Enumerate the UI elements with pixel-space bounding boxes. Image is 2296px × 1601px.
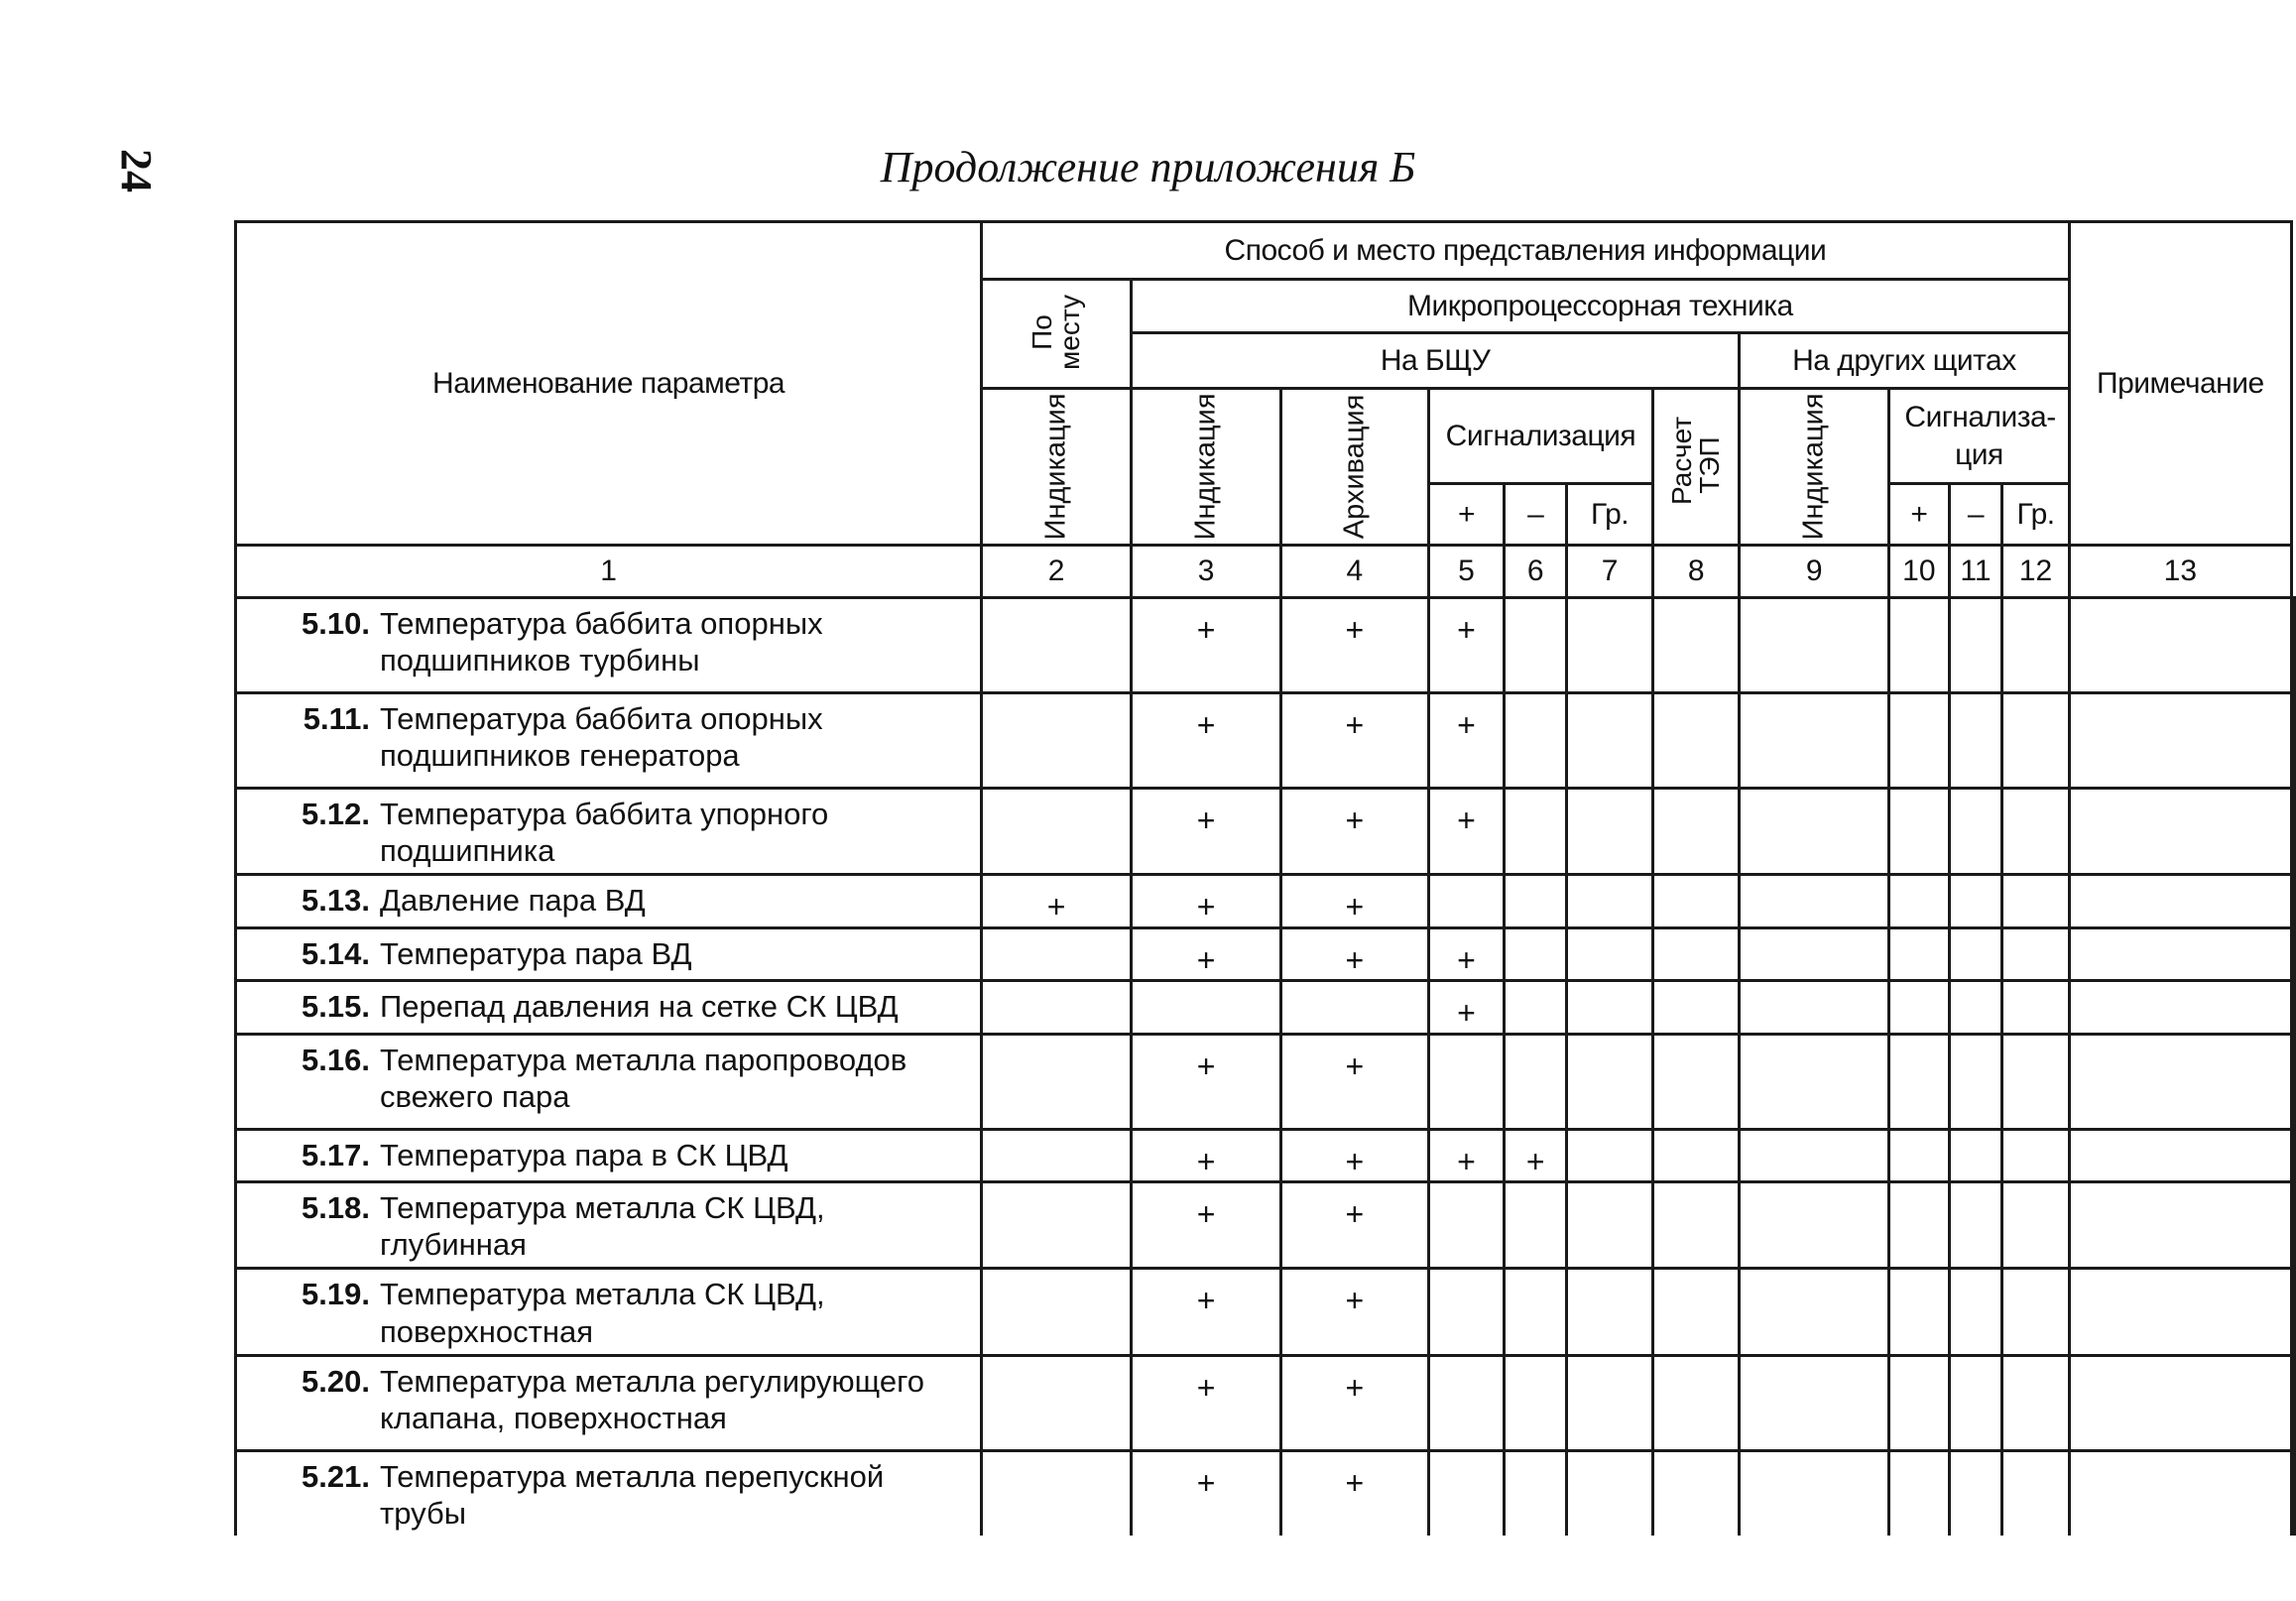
- parameter-name: Температура баббита опорных подшипников генератора: [380, 701, 823, 774]
- mark-cell: [1566, 1269, 1652, 1355]
- mark-cell: [1949, 1129, 2002, 1181]
- header-other-plus: +: [1889, 484, 1949, 546]
- column-number: 9: [1740, 546, 1889, 598]
- mark-cell: [1949, 1355, 2002, 1450]
- mark-cell: +: [1428, 1129, 1505, 1181]
- parameter-name-cell: [236, 1355, 982, 1450]
- mark-cell: [1505, 1181, 1567, 1268]
- header-other-group: Гр.: [2002, 484, 2069, 546]
- parameter-name-cell: [236, 693, 982, 789]
- table-row: [236, 1034, 2295, 1129]
- header-param-name: Наименование параметра: [236, 222, 982, 546]
- header-bshu-signaling: Сигнализация: [1428, 389, 1653, 484]
- mark-cell: [1566, 1181, 1652, 1268]
- mark-cell: [1505, 875, 1567, 927]
- mark-cell: [982, 1129, 1132, 1181]
- mark-cell: [1653, 927, 1740, 980]
- mark-cell: [2069, 981, 2291, 1034]
- table-row: [236, 1129, 2295, 1181]
- mark-cell: [1428, 1034, 1505, 1129]
- mark-cell: [2069, 1269, 2291, 1355]
- parameter-name: Температура баббита опорных подшипников турбины: [380, 606, 823, 678]
- mark-cell: [1949, 875, 2002, 927]
- mark-cell: [1566, 927, 1652, 980]
- note-cell: [2292, 693, 2295, 789]
- mark-cell: +: [1428, 693, 1505, 789]
- mark-cell: [1949, 1181, 2002, 1268]
- mark-cell: [1132, 981, 1281, 1034]
- parameter-number: 5.11.: [302, 701, 370, 736]
- mark-cell: [982, 1034, 1132, 1129]
- mark-cell: +: [1132, 789, 1281, 875]
- mark-cell: [1505, 1269, 1567, 1355]
- mark-cell: [1566, 789, 1652, 875]
- mark-cell: [1566, 598, 1652, 693]
- parameter-number: 5.15.: [302, 989, 370, 1025]
- mark-cell: [1653, 1269, 1740, 1355]
- parameter-name-cell: [236, 1181, 982, 1268]
- mark-cell: +: [1428, 598, 1505, 693]
- parameter-name: Температура пара ВД: [380, 935, 692, 971]
- note-cell: [2292, 981, 2295, 1034]
- mark-cell: [1889, 1269, 1949, 1355]
- table-row: [236, 981, 2295, 1034]
- mark-cell: [2069, 1450, 2291, 1536]
- column-number: 13: [2069, 546, 2291, 598]
- header-other-indication: [1740, 389, 1889, 546]
- page-title: Продолжение приложения Б: [880, 143, 1416, 191]
- mark-cell: +: [1132, 1450, 1281, 1536]
- mark-cell: [2002, 598, 2069, 693]
- mark-cell: +: [1132, 1269, 1281, 1355]
- mark-cell: [1566, 1129, 1652, 1181]
- mark-cell: +: [1132, 875, 1281, 927]
- mark-cell: [1949, 1269, 2002, 1355]
- header-local-text: По месту: [1027, 294, 1086, 370]
- mark-cell: [2002, 927, 2069, 980]
- mark-cell: [1949, 1450, 2002, 1536]
- mark-cell: [1653, 1450, 1740, 1536]
- mark-cell: [1949, 598, 2002, 693]
- mark-cell: [1653, 875, 1740, 927]
- header-local: [982, 280, 1132, 389]
- table-row: [236, 598, 2295, 693]
- parameter-number: 5.21.: [302, 1458, 370, 1494]
- header-micro: Микропроцессорная техника: [1132, 280, 2070, 333]
- mark-cell: [982, 693, 1132, 789]
- header-local-indication-text: Индикация: [1039, 393, 1072, 541]
- mark-cell: [1889, 1034, 1949, 1129]
- mark-cell: [1740, 598, 1889, 693]
- column-number: 5: [1428, 546, 1505, 598]
- mark-cell: [1740, 1034, 1889, 1129]
- mark-cell: [2069, 598, 2291, 693]
- mark-cell: [1566, 875, 1652, 927]
- mark-cell: [982, 1181, 1132, 1268]
- mark-cell: +: [1132, 1034, 1281, 1129]
- table-row: [236, 693, 2295, 789]
- mark-cell: [1949, 927, 2002, 980]
- column-number: 3: [1132, 546, 1281, 598]
- mark-cell: [1740, 875, 1889, 927]
- column-number: 8: [1653, 546, 1740, 598]
- parameter-name-cell: [236, 875, 982, 927]
- mark-cell: [1653, 789, 1740, 875]
- mark-cell: +: [1132, 927, 1281, 980]
- note-cell: [2292, 1269, 2295, 1355]
- parameter-name: Температура металла паропроводов свежего пара: [380, 1042, 907, 1114]
- mark-cell: [1428, 1450, 1505, 1536]
- mark-cell: +: [1281, 927, 1429, 980]
- mark-cell: +: [1428, 981, 1505, 1034]
- header-tep-calc: [1653, 389, 1740, 546]
- parameter-name: Температура пара в СК ЦВД: [380, 1137, 788, 1172]
- mark-cell: [1653, 598, 1740, 693]
- mark-cell: [1949, 789, 2002, 875]
- header-bshu: На БЩУ: [1132, 333, 1740, 389]
- mark-cell: [1505, 1450, 1567, 1536]
- mark-cell: [1889, 875, 1949, 927]
- header-tep-calc-text: Расчет ТЭП: [1666, 416, 1726, 505]
- parameter-number: 5.10.: [302, 606, 370, 641]
- mark-cell: [1949, 693, 2002, 789]
- column-number: 6: [1505, 546, 1567, 598]
- table-body: [236, 598, 2295, 1537]
- mark-cell: [2002, 981, 2069, 1034]
- mark-cell: [982, 598, 1132, 693]
- mark-cell: [982, 981, 1132, 1034]
- mark-cell: [1740, 981, 1889, 1034]
- parameter-name-cell: [236, 789, 982, 875]
- table-row: [236, 1269, 2295, 1355]
- mark-cell: [2069, 1181, 2291, 1268]
- column-number: 1: [236, 546, 982, 598]
- mark-cell: [1740, 1129, 1889, 1181]
- mark-cell: +: [1132, 1355, 1281, 1450]
- table-row: [236, 1450, 2295, 1536]
- mark-cell: [1889, 927, 1949, 980]
- mark-cell: +: [1281, 1450, 1429, 1536]
- mark-cell: [2069, 1355, 2291, 1450]
- mark-cell: [1653, 693, 1740, 789]
- note-cell: [2292, 875, 2295, 927]
- parameter-name-cell: [236, 927, 982, 980]
- parameter-name: Температура металла СК ЦВД, глубинная: [380, 1189, 825, 1263]
- mark-cell: +: [1281, 875, 1429, 927]
- mark-cell: [1889, 1450, 1949, 1536]
- mark-cell: [982, 1269, 1132, 1355]
- note-cell: [2292, 598, 2295, 693]
- note-cell: [2292, 1181, 2295, 1268]
- mark-cell: [1740, 927, 1889, 980]
- mark-cell: [2002, 1269, 2069, 1355]
- mark-cell: +: [982, 875, 1132, 927]
- parameter-number: 5.20.: [302, 1363, 370, 1399]
- mark-cell: +: [1281, 1355, 1429, 1450]
- mark-cell: [982, 927, 1132, 980]
- parameter-name-cell: [236, 1269, 982, 1355]
- parameter-number: 5.13.: [302, 883, 370, 919]
- mark-cell: [1505, 693, 1567, 789]
- mark-cell: +: [1281, 1181, 1429, 1268]
- table-row: [236, 927, 2295, 980]
- parameter-name: Температура металла регулирующего клапана, поверхностная: [380, 1363, 924, 1435]
- parameters-table: [234, 220, 2296, 1536]
- mark-cell: +: [1281, 1034, 1429, 1129]
- mark-cell: +: [1281, 598, 1429, 693]
- header-bshu-archiving-text: Архивация: [1338, 394, 1371, 540]
- mark-cell: +: [1132, 1129, 1281, 1181]
- mark-cell: [2069, 875, 2291, 927]
- parameter-name: Давление пара ВД: [380, 883, 646, 919]
- mark-cell: [2002, 1181, 2069, 1268]
- mark-cell: [1653, 981, 1740, 1034]
- note-cell: [2292, 789, 2295, 875]
- parameter-name: Перепад давления на сетке СК ЦВД: [380, 989, 899, 1025]
- column-number: 2: [982, 546, 1132, 598]
- header-row-1: [236, 222, 2295, 280]
- mark-cell: [2002, 1129, 2069, 1181]
- mark-cell: +: [1132, 1181, 1281, 1268]
- note-cell: [2292, 1034, 2295, 1129]
- mark-cell: [1281, 981, 1429, 1034]
- mark-cell: [1949, 1034, 2002, 1129]
- parameter-number: 5.16.: [302, 1042, 370, 1077]
- mark-cell: [2002, 875, 2069, 927]
- header-bshu-archiving: [1281, 389, 1429, 546]
- header-other-minus: –: [1949, 484, 2002, 546]
- mark-cell: [1505, 981, 1567, 1034]
- parameter-name-cell: [236, 598, 982, 693]
- mark-cell: +: [1132, 598, 1281, 693]
- mark-cell: [1428, 1181, 1505, 1268]
- header-bshu-indication: [1132, 389, 1281, 546]
- column-numbers-row: [236, 546, 2295, 598]
- header-bshu-indication-text: Индикация: [1189, 393, 1222, 541]
- mark-cell: [1949, 981, 2002, 1034]
- note-cell: [2292, 1355, 2295, 1450]
- parameter-name: Температура металла СК ЦВД, поверхностная: [380, 1277, 825, 1349]
- column-number: 10: [1889, 546, 1949, 598]
- mark-cell: +: [1281, 1269, 1429, 1355]
- table-row: [236, 875, 2295, 927]
- header-local-indication: [982, 389, 1132, 546]
- mark-cell: [2069, 1129, 2291, 1181]
- mark-cell: +: [1281, 1129, 1429, 1181]
- mark-cell: [1505, 789, 1567, 875]
- parameter-name-cell: [236, 981, 982, 1034]
- table-row: [236, 1181, 2295, 1268]
- header-bshu-group: Гр.: [1566, 484, 1652, 546]
- mark-cell: [1505, 1355, 1567, 1450]
- mark-cell: [1653, 1355, 1740, 1450]
- mark-cell: [1889, 1181, 1949, 1268]
- header-other-signaling-text: Сигнализа-ция: [1904, 401, 2056, 471]
- mark-cell: [1566, 1034, 1652, 1129]
- table-row: [236, 789, 2295, 875]
- mark-cell: [1889, 1129, 1949, 1181]
- mark-cell: [1740, 789, 1889, 875]
- parameter-number: 5.14.: [302, 935, 370, 971]
- parameter-number: 5.12.: [302, 797, 370, 831]
- mark-cell: [1740, 693, 1889, 789]
- column-number: 12: [2002, 546, 2069, 598]
- parameter-name: Температура баббита упорного подшипника: [380, 797, 829, 869]
- mark-cell: [2002, 1450, 2069, 1536]
- mark-cell: [2069, 789, 2291, 875]
- mark-cell: [2069, 1034, 2291, 1129]
- mark-cell: [1505, 927, 1567, 980]
- note-cell: [2292, 1129, 2295, 1181]
- mark-cell: [1889, 1355, 1949, 1450]
- mark-cell: +: [1428, 789, 1505, 875]
- mark-cell: [1740, 1450, 1889, 1536]
- mark-cell: [1428, 1269, 1505, 1355]
- mark-cell: [1889, 981, 1949, 1034]
- mark-cell: +: [1281, 789, 1429, 875]
- mark-cell: [1505, 598, 1567, 693]
- mark-cell: [2002, 1355, 2069, 1450]
- page-number: 24: [112, 149, 161, 192]
- column-number: 7: [1566, 546, 1652, 598]
- mark-cell: [1889, 789, 1949, 875]
- parameter-number: 5.18.: [302, 1189, 370, 1225]
- parameter-name-cell: [236, 1450, 982, 1536]
- mark-cell: [982, 789, 1132, 875]
- mark-cell: [1653, 1129, 1740, 1181]
- mark-cell: [2069, 693, 2291, 789]
- header-other-indication-text: Индикация: [1797, 393, 1830, 541]
- mark-cell: [1428, 1355, 1505, 1450]
- mark-cell: [2002, 1034, 2069, 1129]
- header-other-panels: На других щитах: [1740, 333, 2069, 389]
- note-cell: [2292, 927, 2295, 980]
- parameter-name-cell: [236, 1129, 982, 1181]
- note-cell: [2292, 1450, 2295, 1536]
- mark-cell: [1740, 1181, 1889, 1268]
- mark-cell: +: [1132, 693, 1281, 789]
- mark-cell: [2069, 927, 2291, 980]
- mark-cell: [1566, 1450, 1652, 1536]
- header-other-signaling: [1889, 389, 2070, 484]
- parameter-name-cell: [236, 1034, 982, 1129]
- header-note: Примечание: [2069, 222, 2291, 546]
- mark-cell: [1740, 1355, 1889, 1450]
- mark-cell: [2002, 693, 2069, 789]
- column-number: 11: [1949, 546, 2002, 598]
- mark-cell: [1653, 1034, 1740, 1129]
- mark-cell: [982, 1450, 1132, 1536]
- parameter-number: 5.17.: [302, 1137, 370, 1172]
- mark-cell: [1889, 693, 1949, 789]
- mark-cell: [1566, 981, 1652, 1034]
- header-bshu-minus: –: [1505, 484, 1567, 546]
- table-row: [236, 1355, 2295, 1450]
- mark-cell: [1505, 1034, 1567, 1129]
- mark-cell: [1889, 598, 1949, 693]
- mark-cell: [1428, 875, 1505, 927]
- mark-cell: +: [1505, 1129, 1567, 1181]
- mark-cell: +: [1428, 927, 1505, 980]
- header-bshu-plus: +: [1428, 484, 1505, 546]
- column-number: 4: [1281, 546, 1429, 598]
- mark-cell: [1653, 1181, 1740, 1268]
- mark-cell: [1566, 693, 1652, 789]
- mark-cell: [2002, 789, 2069, 875]
- mark-cell: +: [1281, 693, 1429, 789]
- mark-cell: [982, 1355, 1132, 1450]
- header-method-place: Способ и место представления информации: [982, 222, 2070, 280]
- parameter-number: 5.19.: [302, 1277, 370, 1312]
- mark-cell: [1740, 1269, 1889, 1355]
- mark-cell: [1566, 1355, 1652, 1450]
- parameter-name: Температура металла перепускной трубы: [380, 1458, 885, 1531]
